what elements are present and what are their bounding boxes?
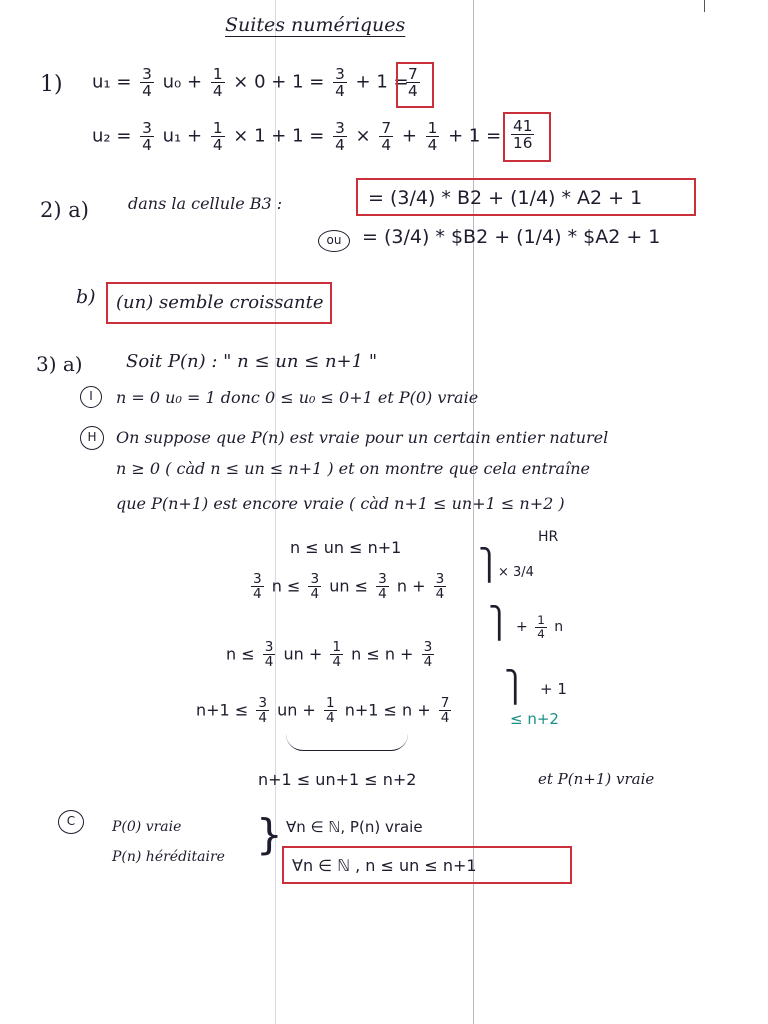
u2-equation	[92, 120, 501, 153]
fraction-3-4: $\frac{3}{4}$	[423, 639, 433, 671]
fraction-3-4: $\frac{3}{4}$	[258, 695, 267, 727]
fraction-1-4: $\frac{1}{4}$	[325, 695, 335, 727]
initialisation-mark: I	[80, 386, 102, 408]
fraction-3-4: $\frac{3}{4}$	[264, 639, 274, 671]
conclusion-line-1: P(0) vraie	[112, 819, 182, 835]
q1-label: 1)	[40, 72, 63, 97]
q2b-label: b)	[76, 286, 96, 308]
final-answer: ∀n ∈ ℕ , n ≤ un ≤ n+1	[292, 856, 477, 875]
q2-cell-text: dans la cellule B3 :	[128, 194, 283, 213]
q3-proposition: Soit P(n) : " n ≤ un ≤ n+1 "	[126, 351, 378, 372]
u2-term5: + 1 =	[448, 125, 502, 147]
step-2: n ≤ $\frac{3}{4}$ un + $\frac{1}{4}$ n ≤ n + $\frac{3}{4}$	[226, 639, 433, 671]
step-1: $\frac{3}{4}$ n ≤ $\frac{3}{4}$ un ≤ $\frac{3}{4}$ n + $\frac{3}{4}$	[253, 571, 445, 603]
operation-plus-quarter-n: + $\frac{1}{4}$ n	[516, 613, 564, 641]
spreadsheet-formula-2: = (3/4) * $B2 + (1/4) * $A2 + 1	[362, 226, 661, 248]
heredity-mark: H	[80, 426, 104, 450]
fraction-3-4: $\frac{3}{4}$	[142, 65, 152, 101]
u2-term4: +	[401, 125, 417, 147]
operation-plus-1: + 1	[540, 680, 567, 698]
heredity-line-3: que P(n+1) est encore vraie ( càd n+1 ≤ un+1 ≤ n+2 )	[116, 494, 565, 513]
conclusion-mark: C	[58, 810, 84, 834]
fraction-3-4: $\frac{3}{4}$	[310, 571, 320, 603]
q3-label: 3) a)	[36, 352, 83, 376]
margin-line-right	[704, 0, 705, 12]
heredity-line-1: On suppose que P(n) est vraie pour un certain entier naturel	[116, 428, 609, 447]
fraction-7-4: $\frac{7}{4}$	[440, 695, 450, 727]
fraction-7-4: $\frac{7}{4}$	[381, 119, 392, 155]
fraction-3-4: $\frac{3}{4}$	[435, 571, 445, 603]
fraction-3-4: $\frac{3}{4}$	[335, 65, 345, 101]
u2-term: u₁ +	[162, 125, 203, 147]
operation-brace-2: ⎫	[488, 606, 511, 641]
u1-lhs: u₁ =	[92, 71, 132, 93]
u1-term: u₀ +	[162, 71, 203, 93]
fraction-1-4: $\frac{1}{4}$	[212, 119, 223, 155]
u2-term2: × 1 + 1 =	[233, 125, 325, 147]
u2-term3: ×	[355, 125, 371, 147]
fraction-3-4: $\frac{3}{4}$	[253, 571, 262, 603]
hr-note: HR	[538, 529, 559, 545]
u1-result: $\frac{7}{4}$	[408, 65, 418, 101]
conclusion-heredity: et P(n+1) vraie	[538, 770, 655, 788]
step-3: n+1 ≤ $\frac{3}{4}$ un + $\frac{1}{4}$ n+1 ≤ n + $\frac{7}{4}$	[196, 695, 450, 727]
teal-bound-note: ≤ n+2	[510, 710, 559, 728]
fraction-3-4: $\frac{3}{4}$	[378, 571, 387, 603]
underbrace	[286, 734, 408, 751]
fraction-1-4: $\frac{1}{4}$	[332, 639, 342, 671]
conclusion-brace: }	[256, 810, 283, 859]
initialisation-text: n = 0 u₀ = 1 donc 0 ≤ u₀ ≤ 0+1 et P(0) vraie	[116, 388, 479, 407]
ou-circle: ou	[318, 230, 350, 252]
spreadsheet-formula-1: = (3/4) * B2 + (1/4) * A2 + 1	[368, 187, 643, 209]
u2-lhs: u₂ =	[92, 125, 132, 147]
fraction-1-4: $\frac{1}{4}$	[427, 119, 438, 155]
u1-equation	[92, 66, 409, 99]
q2b-answer: (un) semble croissante	[116, 292, 324, 313]
page-title: Suites numériques	[225, 14, 406, 36]
conclusion-all-n-true: ∀n ∈ ℕ, P(n) vraie	[286, 818, 423, 836]
operation-brace-1: ⎫	[478, 548, 501, 583]
fraction-3-4: $\frac{3}{4}$	[142, 119, 152, 155]
q2-label: 2) a)	[40, 198, 89, 222]
operation-times-3-4: × 3/4	[498, 565, 534, 580]
operation-brace-3: ⎫	[504, 670, 527, 705]
u2-result: $\frac{41}{16}$	[513, 117, 533, 153]
fraction-1-4: $\frac{1}{4}$	[212, 65, 223, 101]
heredity-line-2: n ≥ 0 ( càd n ≤ un ≤ n+1 ) et on montre que cela entraîne	[116, 459, 590, 478]
step-4: n+1 ≤ un+1 ≤ n+2	[258, 770, 417, 789]
step-0: n ≤ un ≤ n+1	[290, 538, 402, 557]
u1-term2: × 0 + 1 =	[233, 71, 325, 93]
fraction-3-4: $\frac{3}{4}$	[335, 119, 345, 155]
conclusion-line-2: P(n) héréditaire	[112, 849, 225, 865]
u1-term3: + 1 =	[355, 71, 409, 93]
